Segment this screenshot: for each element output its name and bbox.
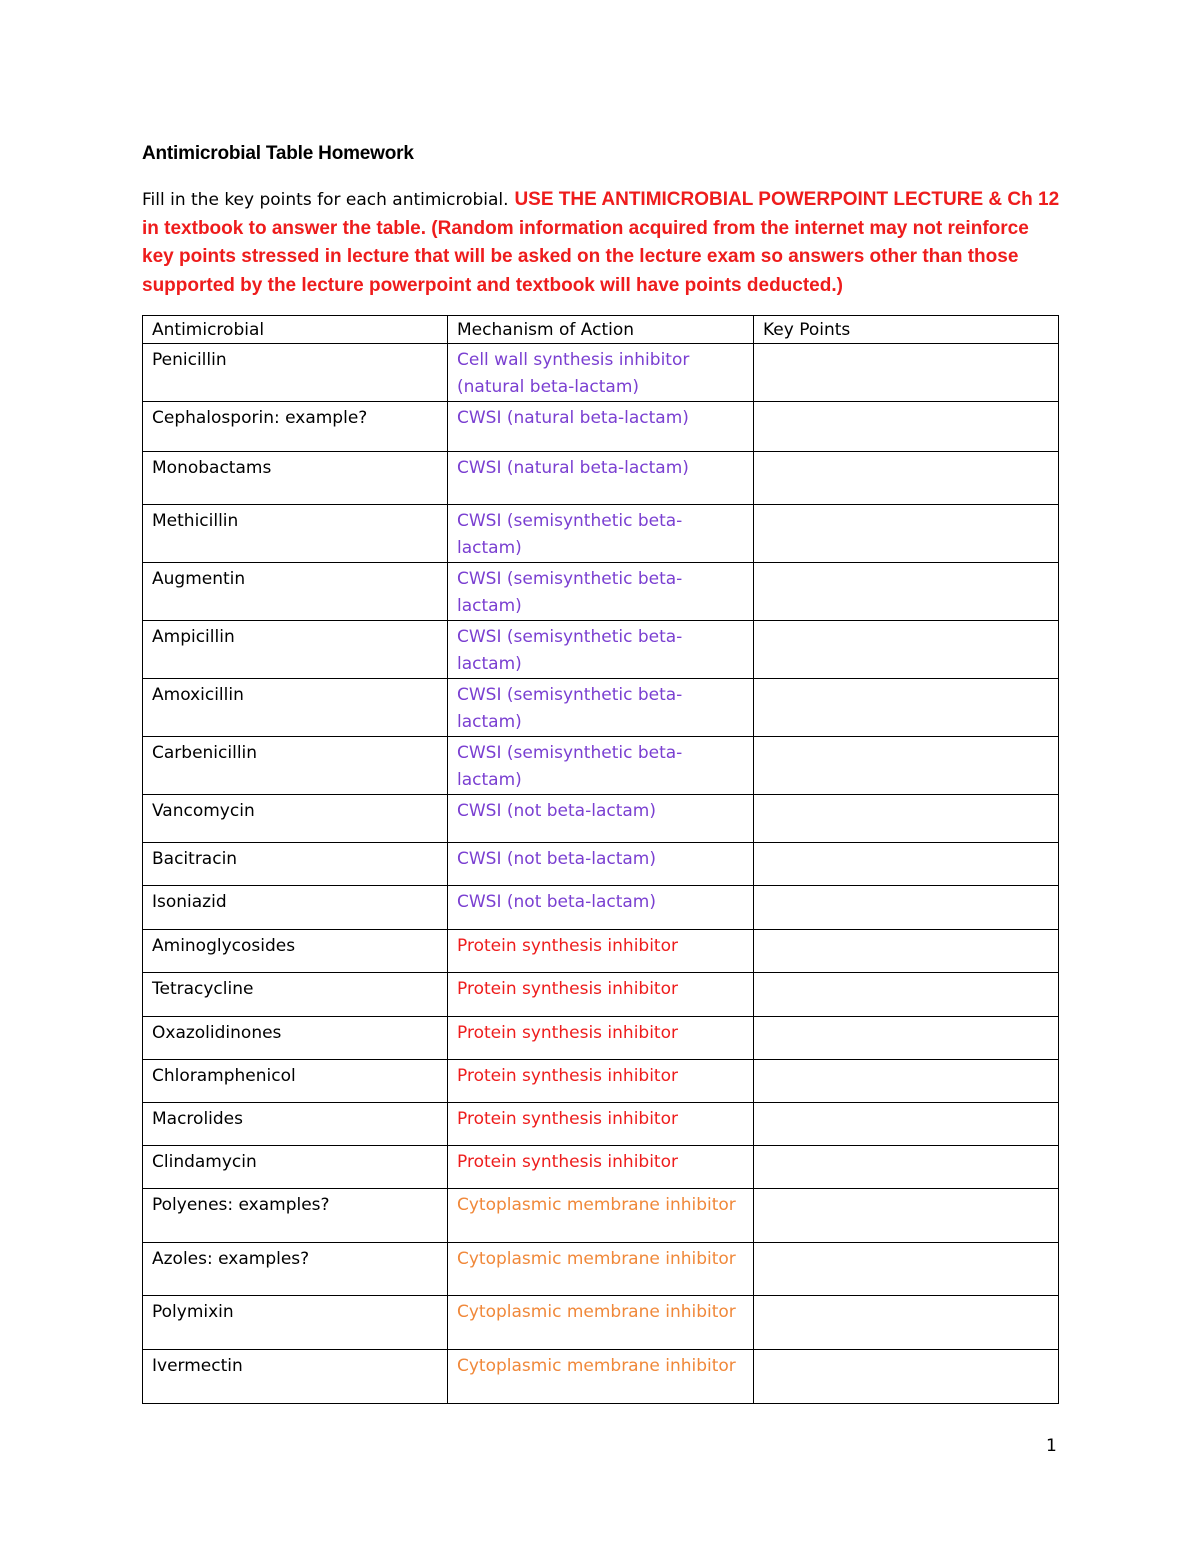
- antimicrobial-name-cell: Oxazolidinones: [143, 1017, 448, 1060]
- key-points-cell[interactable]: [754, 402, 1059, 452]
- mechanism-cell: Cytoplasmic membrane inhibitor: [448, 1296, 754, 1350]
- instructions-warning: USE THE ANTIMICROBIAL POWERPOINT LECTURE & Ch 12 in textbook to answer the table. (Random information acquired from the internet may not reinforce key points stressed in lecture that will be asked on the lecture exam so answers other than those supported by the lecture powerpoint and textbook will have points deducted.): [142, 189, 1060, 296]
- mechanism-cell: CWSI (semisynthetic beta-lactam): [448, 563, 754, 621]
- table-row: [143, 1017, 1059, 1060]
- key-points-cell[interactable]: [754, 1146, 1059, 1189]
- key-points-cell[interactable]: [754, 344, 1059, 402]
- antimicrobial-name-cell: Carbenicillin: [143, 737, 448, 795]
- key-points-cell[interactable]: [754, 737, 1059, 795]
- key-points-cell[interactable]: [754, 679, 1059, 737]
- table-row: [143, 973, 1059, 1017]
- table-body: [143, 344, 1059, 1404]
- antimicrobial-name-cell: Vancomycin: [143, 795, 448, 843]
- key-points-cell[interactable]: [754, 973, 1059, 1017]
- antimicrobial-name-cell: Penicillin: [143, 344, 448, 402]
- antimicrobial-name-cell: Aminoglycosides: [143, 930, 448, 973]
- header-antimicrobial: Antimicrobial: [143, 316, 448, 344]
- mechanism-cell: Protein synthesis inhibitor: [448, 1146, 754, 1189]
- mechanism-cell: CWSI (natural beta-lactam): [448, 452, 754, 505]
- antimicrobial-name-cell: Clindamycin: [143, 1146, 448, 1189]
- key-points-cell[interactable]: [754, 1103, 1059, 1146]
- mechanism-cell: Cytoplasmic membrane inhibitor: [448, 1189, 754, 1243]
- antimicrobial-name-cell: Polymixin: [143, 1296, 448, 1350]
- key-points-cell[interactable]: [754, 930, 1059, 973]
- mechanism-cell: Protein synthesis inhibitor: [448, 973, 754, 1017]
- key-points-cell[interactable]: [754, 795, 1059, 843]
- antimicrobial-name-cell: Azoles: examples?: [143, 1243, 448, 1296]
- antimicrobial-name-cell: Bacitracin: [143, 843, 448, 886]
- mechanism-cell: CWSI (not beta-lactam): [448, 843, 754, 886]
- key-points-cell[interactable]: [754, 1060, 1059, 1103]
- table-row: [143, 621, 1059, 679]
- table-row: [143, 1146, 1059, 1189]
- document-title: Antimicrobial Table Homework: [142, 143, 414, 164]
- antimicrobial-name-cell: Tetracycline: [143, 973, 448, 1017]
- mechanism-cell: CWSI (semisynthetic beta-lactam): [448, 505, 754, 563]
- antimicrobial-name-cell: Augmentin: [143, 563, 448, 621]
- table-row: [143, 452, 1059, 505]
- mechanism-cell: Cell wall synthesis inhibitor (natural beta-lactam): [448, 344, 754, 402]
- mechanism-cell: CWSI (not beta-lactam): [448, 795, 754, 843]
- mechanism-cell: Protein synthesis inhibitor: [448, 1103, 754, 1146]
- table-row: [143, 1103, 1059, 1146]
- table-row: [143, 1350, 1059, 1404]
- table-row: [143, 563, 1059, 621]
- table-row: [143, 505, 1059, 563]
- mechanism-cell: Cytoplasmic membrane inhibitor: [448, 1243, 754, 1296]
- antimicrobial-name-cell: Ampicillin: [143, 621, 448, 679]
- mechanism-cell: Cytoplasmic membrane inhibitor: [448, 1350, 754, 1404]
- key-points-cell[interactable]: [754, 843, 1059, 886]
- antimicrobial-name-cell: Methicillin: [143, 505, 448, 563]
- instructions-paragraph: [142, 186, 1062, 300]
- key-points-cell[interactable]: [754, 1296, 1059, 1350]
- key-points-cell[interactable]: [754, 886, 1059, 930]
- key-points-cell[interactable]: [754, 452, 1059, 505]
- antimicrobial-name-cell: Cephalosporin: example?: [143, 402, 448, 452]
- table-header-row: [143, 316, 1059, 344]
- table-row: [143, 1189, 1059, 1243]
- mechanism-cell: CWSI (natural beta-lactam): [448, 402, 754, 452]
- table-row: [143, 843, 1059, 886]
- mechanism-cell: CWSI (not beta-lactam): [448, 886, 754, 930]
- table-row: [143, 737, 1059, 795]
- antimicrobial-name-cell: Isoniazid: [143, 886, 448, 930]
- key-points-cell[interactable]: [754, 1017, 1059, 1060]
- mechanism-cell: Protein synthesis inhibitor: [448, 1060, 754, 1103]
- key-points-cell[interactable]: [754, 1189, 1059, 1243]
- table-row: [143, 1060, 1059, 1103]
- antimicrobial-table: [142, 315, 1059, 1404]
- table-row: [143, 679, 1059, 737]
- antimicrobial-name-cell: Chloramphenicol: [143, 1060, 448, 1103]
- page-number: 1: [1046, 1436, 1057, 1456]
- instructions-text: Fill in the key points for each antimicrobial.: [142, 190, 509, 210]
- mechanism-cell: CWSI (semisynthetic beta-lactam): [448, 737, 754, 795]
- antimicrobial-name-cell: Monobactams: [143, 452, 448, 505]
- key-points-cell[interactable]: [754, 1350, 1059, 1404]
- antimicrobial-name-cell: Amoxicillin: [143, 679, 448, 737]
- antimicrobial-name-cell: Ivermectin: [143, 1350, 448, 1404]
- key-points-cell[interactable]: [754, 563, 1059, 621]
- table-row: [143, 1296, 1059, 1350]
- mechanism-cell: Protein synthesis inhibitor: [448, 1017, 754, 1060]
- key-points-cell[interactable]: [754, 1243, 1059, 1296]
- key-points-cell[interactable]: [754, 621, 1059, 679]
- antimicrobial-name-cell: Polyenes: examples?: [143, 1189, 448, 1243]
- table-row: [143, 886, 1059, 930]
- table-row: [143, 1243, 1059, 1296]
- mechanism-cell: CWSI (semisynthetic beta-lactam): [448, 679, 754, 737]
- table-row: [143, 795, 1059, 843]
- table-row: [143, 402, 1059, 452]
- mechanism-cell: Protein synthesis inhibitor: [448, 930, 754, 973]
- antimicrobial-name-cell: Macrolides: [143, 1103, 448, 1146]
- header-mechanism: Mechanism of Action: [448, 316, 754, 344]
- key-points-cell[interactable]: [754, 505, 1059, 563]
- mechanism-cell: CWSI (semisynthetic beta-lactam): [448, 621, 754, 679]
- header-key-points: Key Points: [754, 316, 1059, 344]
- table-row: [143, 930, 1059, 973]
- table-row: [143, 344, 1059, 402]
